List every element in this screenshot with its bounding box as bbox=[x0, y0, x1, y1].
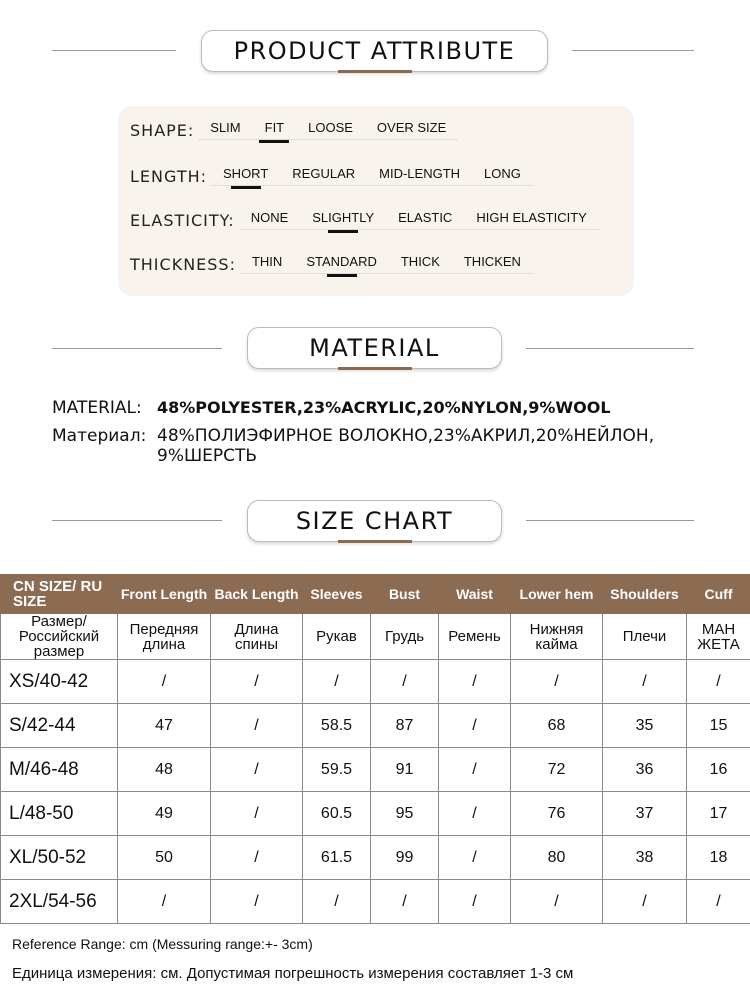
table-cell: 50 bbox=[118, 836, 211, 880]
table-cell: / bbox=[603, 660, 687, 704]
table-cell: 68 bbox=[511, 704, 603, 748]
column-header: Рукав bbox=[303, 614, 371, 660]
table-row bbox=[1, 880, 750, 924]
table-cell: / bbox=[371, 880, 439, 924]
table-cell: / bbox=[211, 748, 303, 792]
table-cell: 87 bbox=[371, 704, 439, 748]
attribute-option: REGULAR bbox=[292, 166, 356, 181]
table-cell: XS/40-42 bbox=[1, 660, 118, 704]
attribute-option: HIGH ELASTICITY bbox=[476, 210, 587, 225]
table-cell: 60.5 bbox=[303, 792, 371, 836]
table-cell: / bbox=[511, 880, 603, 924]
table-cell: / bbox=[371, 660, 439, 704]
table-cell: 38 bbox=[603, 836, 687, 880]
footer-note-en: Reference Range: cm (Messuring range:+- 3cm) bbox=[12, 936, 313, 952]
column-header: Bust bbox=[371, 575, 439, 614]
attribute-option: LOOSE bbox=[308, 120, 353, 135]
table-cell: 61.5 bbox=[303, 836, 371, 880]
column-header: МАН ЖЕТА bbox=[687, 614, 750, 660]
column-header: Размер/ Российский размер bbox=[1, 614, 118, 660]
table-cell: 59.5 bbox=[303, 748, 371, 792]
attribute-option: FIT bbox=[264, 120, 285, 135]
divider bbox=[572, 50, 694, 51]
table-cell: / bbox=[303, 880, 371, 924]
table-cell: / bbox=[687, 880, 750, 924]
attribute-options bbox=[198, 120, 458, 140]
attribute-label: LENGTH: bbox=[130, 167, 208, 186]
attribute-options bbox=[239, 210, 599, 230]
attribute-option: SLIM bbox=[210, 120, 241, 135]
attribute-panel bbox=[118, 106, 634, 296]
material-ru: Материал: 48%ПОЛИЭФИРНОЕ ВОЛОКНО,23%АКРИЛ,20%НЕЙЛОН, 9%ШЕРСТЬ bbox=[52, 426, 655, 466]
table-cell: / bbox=[211, 836, 303, 880]
attribute-option: ELASTIC bbox=[398, 210, 453, 225]
attribute-option: THICK bbox=[400, 254, 440, 269]
divider bbox=[526, 348, 694, 349]
attribute-option: LONG bbox=[484, 166, 521, 181]
divider bbox=[52, 520, 222, 521]
table-row bbox=[1, 836, 750, 880]
table-row bbox=[1, 704, 750, 748]
section-title-attribute: PRODUCT ATTRIBUTE bbox=[201, 30, 548, 72]
table-cell: 47 bbox=[118, 704, 211, 748]
table-cell: / bbox=[211, 660, 303, 704]
column-header: Waist bbox=[439, 575, 511, 614]
column-header: Длина спины bbox=[211, 614, 303, 660]
attribute-row bbox=[130, 166, 533, 186]
table-cell: 35 bbox=[603, 704, 687, 748]
column-header: Shoulders bbox=[603, 575, 687, 614]
column-header: Ремень bbox=[439, 614, 511, 660]
table-cell: 17 bbox=[687, 792, 750, 836]
table-cell: / bbox=[211, 880, 303, 924]
column-header: Front Length bbox=[118, 575, 211, 614]
table-cell: / bbox=[439, 836, 511, 880]
table-cell: 16 bbox=[687, 748, 750, 792]
column-header: Нижняя кайма bbox=[511, 614, 603, 660]
header-row-en bbox=[1, 575, 750, 614]
attribute-option: OVER SIZE bbox=[376, 120, 447, 135]
attribute-option: STANDARD bbox=[306, 254, 377, 269]
table-cell: 76 bbox=[511, 792, 603, 836]
table-row bbox=[1, 660, 750, 704]
table-cell: / bbox=[511, 660, 603, 704]
column-header: Передняя длина bbox=[118, 614, 211, 660]
attribute-row bbox=[130, 120, 458, 140]
table-cell: 80 bbox=[511, 836, 603, 880]
table-cell: 2XL/54-56 bbox=[1, 880, 118, 924]
table-cell: / bbox=[118, 660, 211, 704]
column-header: Sleeves bbox=[303, 575, 371, 614]
table-cell: XL/50-52 bbox=[1, 836, 118, 880]
attribute-option: MID-LENGTH bbox=[379, 166, 461, 181]
attribute-label: SHAPE: bbox=[130, 121, 195, 140]
section-title-material: MATERIAL bbox=[247, 327, 502, 369]
attribute-options bbox=[211, 166, 533, 186]
material-en: MATERIAL: 48%POLYESTER,23%ACRYLIC,20%NYLON,9%WOOL bbox=[52, 398, 611, 418]
attribute-option: THICKEN bbox=[463, 254, 521, 269]
table-cell: / bbox=[118, 880, 211, 924]
column-header: Cuff bbox=[687, 575, 750, 614]
table-cell: / bbox=[303, 660, 371, 704]
table-cell: / bbox=[439, 748, 511, 792]
section-title-size-chart: SIZE CHART bbox=[247, 500, 502, 542]
table-cell: / bbox=[211, 704, 303, 748]
column-header: Грудь bbox=[371, 614, 439, 660]
attribute-option: SLIGHTLY bbox=[312, 210, 375, 225]
table-cell: M/46-48 bbox=[1, 748, 118, 792]
attribute-option: THIN bbox=[251, 254, 283, 269]
column-header: CN SIZE/ RU SIZE bbox=[1, 575, 118, 614]
attribute-row bbox=[130, 254, 533, 274]
attribute-label: ELASTICITY: bbox=[130, 211, 235, 230]
divider bbox=[526, 520, 694, 521]
table-row bbox=[1, 792, 750, 836]
table-cell: 36 bbox=[603, 748, 687, 792]
attribute-row bbox=[130, 210, 599, 230]
table-cell: / bbox=[439, 880, 511, 924]
column-header: Back Length bbox=[211, 575, 303, 614]
table-cell: / bbox=[439, 660, 511, 704]
table-cell: 95 bbox=[371, 792, 439, 836]
table-cell: 48 bbox=[118, 748, 211, 792]
table-cell: 18 bbox=[687, 836, 750, 880]
table-cell: 37 bbox=[603, 792, 687, 836]
table-cell: L/48-50 bbox=[1, 792, 118, 836]
table-cell: / bbox=[603, 880, 687, 924]
attribute-option: NONE bbox=[250, 210, 289, 225]
table-cell: 72 bbox=[511, 748, 603, 792]
table-cell: S/42-44 bbox=[1, 704, 118, 748]
attribute-options bbox=[240, 254, 533, 274]
table-cell: / bbox=[439, 704, 511, 748]
table-cell: / bbox=[687, 660, 750, 704]
table-cell: / bbox=[211, 792, 303, 836]
footer-note-ru: Единица измерения: см. Допустимая погрешность измерения составляет 1-3 см bbox=[12, 965, 574, 982]
attribute-label: THICKNESS: bbox=[130, 255, 236, 274]
table-cell: 49 bbox=[118, 792, 211, 836]
table-cell: / bbox=[439, 792, 511, 836]
header-row-ru bbox=[1, 614, 750, 660]
divider bbox=[52, 348, 222, 349]
attribute-option: SHORT bbox=[223, 166, 269, 181]
column-header: Плечи bbox=[603, 614, 687, 660]
table-cell: 58.5 bbox=[303, 704, 371, 748]
table-cell: 91 bbox=[371, 748, 439, 792]
column-header: Lower hem bbox=[511, 575, 603, 614]
table-cell: 99 bbox=[371, 836, 439, 880]
divider bbox=[52, 50, 176, 51]
table-cell: 15 bbox=[687, 704, 750, 748]
table-row bbox=[1, 748, 750, 792]
size-chart-table bbox=[0, 574, 750, 924]
